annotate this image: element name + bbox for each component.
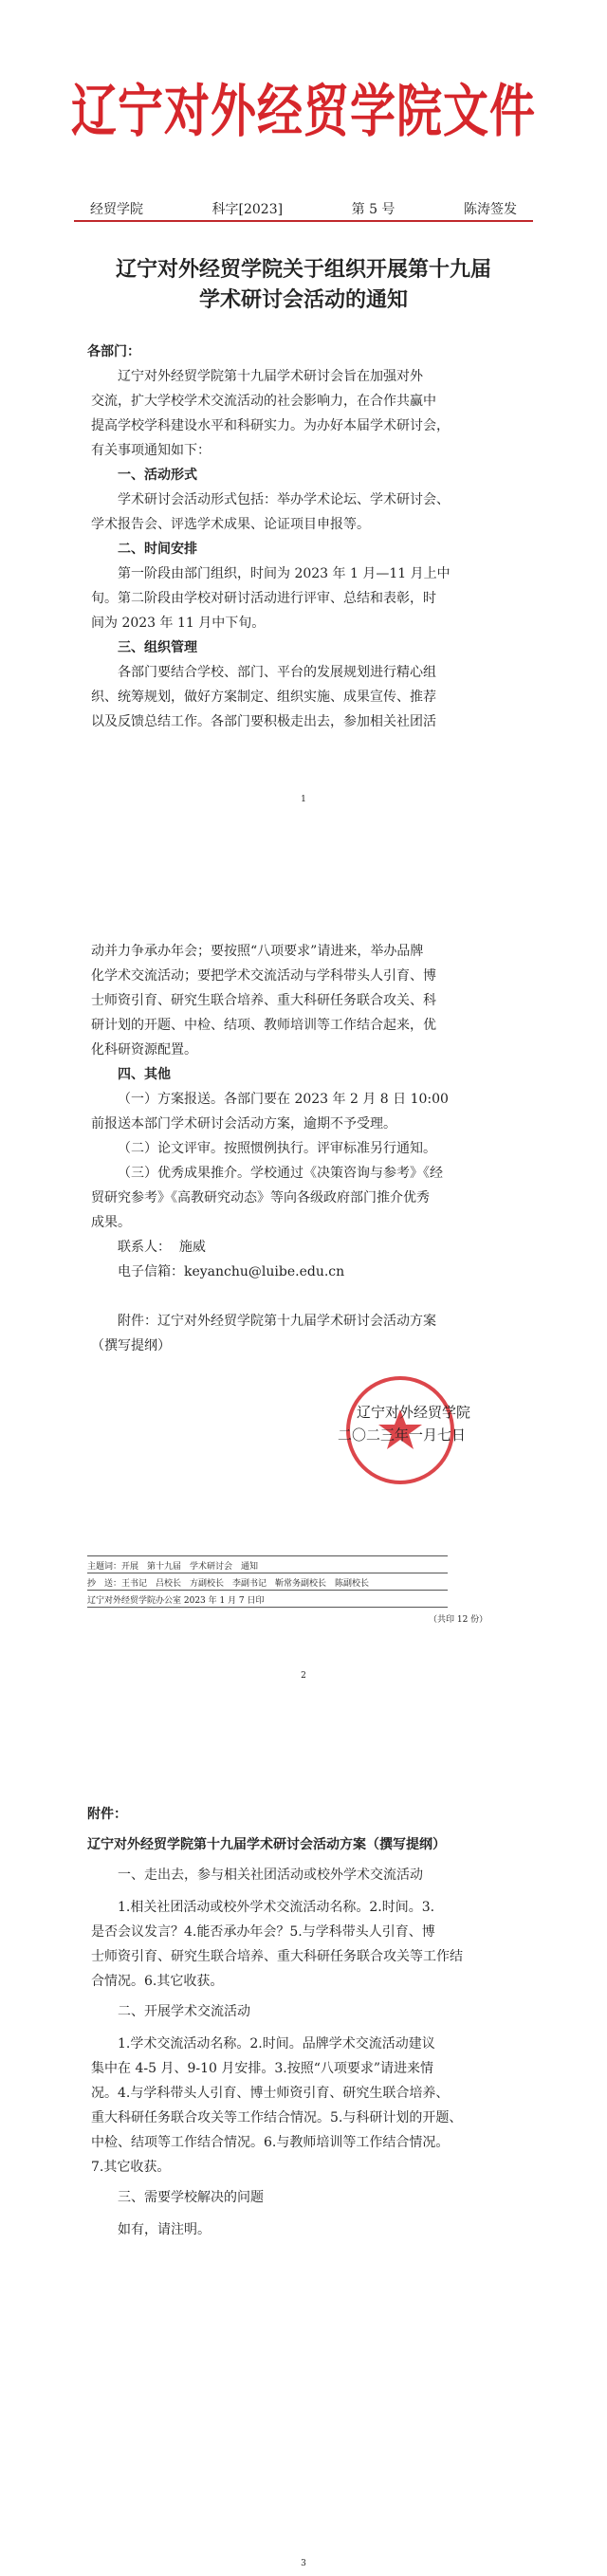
notice-title xyxy=(57,254,550,315)
contact-name: 施威 xyxy=(178,1240,206,1255)
attachment-heading: 三、需要学校解决的问题 xyxy=(118,2190,264,2205)
attachment-line: 1.学术交流活动名称。2.时间。品牌学术交流活动建议 xyxy=(118,2036,435,2052)
body-line: 动并力争承办年会；要按照“八项要求”请进来，举办品牌 xyxy=(91,944,424,959)
attachment-line: （撰写提纲） xyxy=(91,1338,171,1353)
cc-text: 王书记 吕校长 方副校长 李副书记 靳常务副校长 陈副校长 xyxy=(121,1579,370,1589)
attachment-heading: 一、走出去，参与相关社团活动或校外学术交流活动 xyxy=(118,1868,423,1883)
subject-text: 开展 第十九届 学术研讨会 通知 xyxy=(121,1562,259,1572)
footer-divider xyxy=(87,1607,448,1608)
section-heading: 一、活动形式 xyxy=(118,468,197,483)
attachment-line: 中检、结项等工作结合情况。6.与教师培训等工作结合情况。 xyxy=(91,2135,450,2150)
notice-title-line1: 辽宁对外经贸学院关于组织开展第十九届 xyxy=(115,257,491,282)
body-line: 以及反馈总结工作。各部门要积极走出去，参加相关社团活 xyxy=(91,714,436,729)
intro-line: 有关事项通知如下： xyxy=(91,443,211,458)
document-no: 第 5 号 xyxy=(351,202,395,217)
intro-line: 提高学校学科建设水平和科研实力。为办好本届学术研讨会， xyxy=(91,418,450,433)
section-heading: 二、时间安排 xyxy=(118,542,197,557)
body-line: 士师资引育、研究生联合培养、重大科研任务联合攻关、科 xyxy=(91,993,436,1008)
section-heading: 四、其他 xyxy=(118,1067,171,1082)
signer: 陈涛签发 xyxy=(463,202,517,217)
issuing-org: 经贸学院 xyxy=(90,202,143,217)
body-line: （一）方案报送。各部门要在 2023 年 2 月 8 日 10:00 xyxy=(118,1092,449,1107)
body-line: 学术报告会、评选学术成果、论证项目申报等。 xyxy=(91,517,370,532)
page-number: 1 xyxy=(301,795,306,804)
subject-label: 主题词： xyxy=(87,1562,122,1572)
body-line: （二）论文评审。按照惯例执行。评审标准另行通知。 xyxy=(118,1141,436,1156)
footer-divider xyxy=(87,1555,448,1556)
email-label: 电子信箱： xyxy=(118,1264,184,1279)
intro-line: 辽宁对外经贸学院第十九届学术研讨会旨在加强对外 xyxy=(118,369,423,384)
attachment-line: 1.相关社团活动或校外学术交流活动名称。2.时间。3. xyxy=(118,1900,435,1915)
body-line: （三）优秀成果推介。学校通过《决策咨询与参考》《经 xyxy=(118,1166,443,1181)
attachment-title: 辽宁对外经贸学院第十九届学术研讨会活动方案（撰写提纲） xyxy=(87,1837,446,1852)
contact-label: 联系人： xyxy=(118,1240,171,1255)
attachment-line: 7.其它收获。 xyxy=(91,2160,171,2175)
body-line: 间为 2023 年 11 月中下旬。 xyxy=(91,616,266,631)
cc-label: 抄 送： xyxy=(87,1579,122,1589)
issued-line: 辽宁对外经贸学院办公室 2023 年 1 月 7 日印 xyxy=(87,1596,265,1606)
signing-org: 辽宁对外经贸学院 xyxy=(357,1404,471,1421)
body-line: 化科研资源配置。 xyxy=(91,1042,197,1058)
body-line: 研计划的开题、中检、结项、教师培训等工作结合起来，优 xyxy=(91,1018,436,1033)
page2-body xyxy=(91,939,514,1284)
section-heading: 三、组织管理 xyxy=(118,640,197,655)
copies-count: （共印 12 份） xyxy=(429,1615,488,1625)
body-line: 成果。 xyxy=(91,1215,131,1230)
body-line: 第一阶段由部门组织，时间为 2023 年 1 月—11 月上中 xyxy=(118,566,451,581)
attachment-line: 重大科研任务联合攻关等工作结合情况。5.与科研计划的开题、 xyxy=(91,2110,463,2125)
body-line: 织、统筹规划，做好方案制定、组织实施、成果宣传、推荐 xyxy=(91,690,436,705)
attachment-line: 如有，请注明。 xyxy=(118,2222,211,2237)
page-number: 2 xyxy=(301,1671,306,1681)
body-line: 学术研讨会活动形式包括：举办学术论坛、学术研讨会、 xyxy=(118,492,450,507)
document-ref: 科字[2023] xyxy=(212,202,284,217)
body-line: 各部门要结合学校、部门、平台的发展规划进行精心组 xyxy=(118,665,436,680)
attachment-line: 是否会议发言？4.能否承办年会？5.与学科带头人引育、博 xyxy=(91,1924,435,1940)
attachment-body xyxy=(91,1863,527,2242)
salutation: 各部门： xyxy=(87,344,140,359)
attachment-line: 士师资引育、研究生联合培养、重大科研任务联合攻关等工作结 xyxy=(91,1949,463,1964)
signing-date: 二〇二三年一月七日 xyxy=(338,1426,467,1444)
document-number-line xyxy=(90,199,517,218)
email-link[interactable]: keyanchu@luibe.edu.cn xyxy=(184,1264,345,1279)
attachment-line: 附件：辽宁对外经贸学院第十九届学术研讨会活动方案 xyxy=(118,1314,436,1329)
body-line: 化学术交流活动；要把学术交流活动与学科带头人引育、博 xyxy=(91,968,436,984)
subject-words xyxy=(87,1559,258,1572)
page-number: 3 xyxy=(301,2559,306,2568)
intro-paragraph xyxy=(91,364,514,734)
notice-title-line2: 学术研讨会活动的通知 xyxy=(198,287,408,312)
body-line: 贸研究参考》《高教研究动态》等向各级政府部门推介优秀 xyxy=(91,1190,430,1205)
cc-line xyxy=(87,1576,369,1589)
attachment-line: 合情况。6.其它收获。 xyxy=(91,1974,224,1989)
document-header-title: 辽宁对外经贸学院文件 xyxy=(70,79,536,146)
attachment-line: 况。4.与学科带头人引育、博士师资引育、研究生联合培养、 xyxy=(91,2086,450,2101)
footer-divider xyxy=(87,1590,448,1591)
header-divider xyxy=(74,220,533,222)
attachment-heading: 二、开展学术交流活动 xyxy=(118,2004,250,2019)
body-line: 旬。第二阶段由学校对研讨活动进行评审、总结和表彰，时 xyxy=(91,591,436,606)
intro-line: 交流，扩大学校学术交流活动的社会影响力，在合作共赢中 xyxy=(91,394,436,409)
attachment-line: 集中在 4-5 月、9-10 月安排。3.按照“八项要求”请进来情 xyxy=(91,2061,434,2076)
attachment-note xyxy=(91,1309,514,1358)
attachment-label: 附件： xyxy=(87,1807,127,1822)
body-line: 前报送本部门学术研讨会活动方案，逾期不予受理。 xyxy=(91,1116,396,1132)
